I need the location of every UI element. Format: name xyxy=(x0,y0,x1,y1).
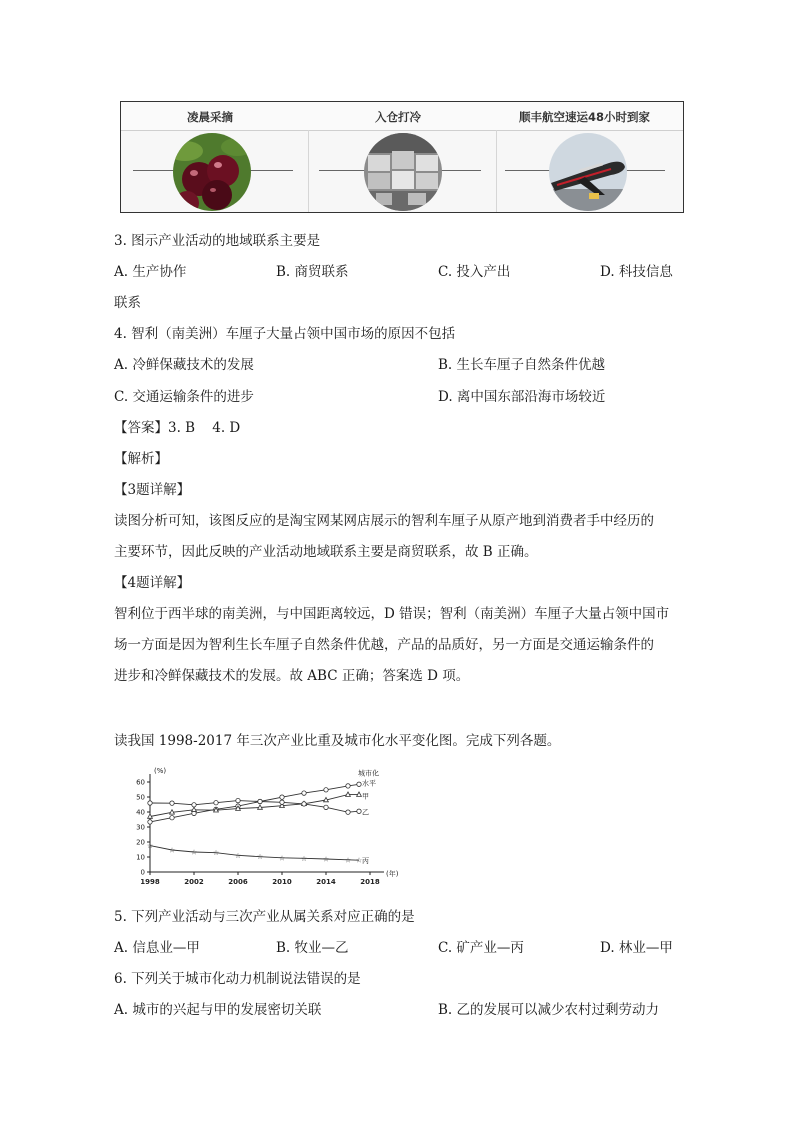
q4-option-a: A. 冷鲜保藏技术的发展 xyxy=(114,357,254,373)
q4-detail-line: 场一方面是因为智利生长车厘子自然条件优越，产品的品质好，另一方面是交通运输条件的 xyxy=(114,637,654,653)
answer-line: 【答案】3. B 4. D xyxy=(114,420,241,436)
y-unit-label: (%) xyxy=(154,767,167,775)
cherries-photo xyxy=(173,133,251,211)
data-point xyxy=(302,791,306,795)
q4-detail-heading: 【4题详解】 xyxy=(114,575,191,591)
y-tick-label: 20 xyxy=(136,838,145,847)
data-point: ☆ xyxy=(256,853,264,862)
data-point xyxy=(236,798,240,802)
airplane-photo xyxy=(549,133,627,211)
y-tick-label: 0 xyxy=(140,868,145,877)
x-tick-label: 1998 xyxy=(140,878,160,886)
data-point xyxy=(357,809,361,813)
data-point xyxy=(346,810,350,814)
data-point xyxy=(280,800,284,804)
data-point: ☆ xyxy=(146,842,154,851)
data-point: ☆ xyxy=(212,849,220,858)
data-point xyxy=(192,807,197,811)
y-tick-label: 30 xyxy=(136,823,145,832)
data-point xyxy=(170,816,174,820)
panel-divider xyxy=(308,130,309,212)
q4-detail-line: 智利位于西半球的南美洲，与中国距离较远，D 错误；智利（南美洲）车厘子大量占领中国市 xyxy=(114,606,670,622)
q3-stem: 3. 图示产业活动的地域联系主要是 xyxy=(114,233,321,249)
data-point xyxy=(214,801,218,805)
data-point xyxy=(302,802,306,806)
q4-option-c: C. 交通运输条件的进步 xyxy=(114,389,254,405)
q4-option-b: B. 生长车厘子自然条件优越 xyxy=(438,357,606,373)
data-point xyxy=(324,805,328,809)
data-point: ☆ xyxy=(300,854,308,863)
series-label: 丙 xyxy=(362,857,369,866)
q4-stem: 4. 智利（南美洲）车厘子大量占领中国市场的原因不包括 xyxy=(114,326,456,342)
x-tick-label: 2010 xyxy=(272,878,292,886)
data-point: ☆ xyxy=(234,851,242,860)
data-point xyxy=(324,788,328,792)
y-tick-label: 40 xyxy=(136,808,145,817)
data-point: ☆ xyxy=(322,855,330,864)
panel-divider xyxy=(496,130,497,212)
q3-detail-line: 主要环节，因此反映的产业活动地域联系主要是商贸联系，故 B 正确。 xyxy=(114,544,538,560)
series-label: 城市化 xyxy=(358,769,379,778)
q3-detail-line: 读图分析可知，该图反应的是淘宝网某网店展示的智利车厘子从原产地到消费者手中经历的 xyxy=(114,513,654,529)
q3-option-d-wrap: 联系 xyxy=(114,295,141,311)
q3-detail-heading: 【3题详解】 xyxy=(114,482,191,498)
q5-option-b: B. 牧业—乙 xyxy=(276,940,349,956)
series-label: 甲 xyxy=(362,792,369,801)
data-point xyxy=(148,820,152,824)
data-point xyxy=(280,795,284,799)
data-point xyxy=(170,801,174,805)
q3-option-d: D. 科技信息 xyxy=(600,264,673,280)
data-point xyxy=(346,784,350,788)
y-tick-label: 10 xyxy=(136,853,145,862)
data-point: ☆ xyxy=(168,846,176,855)
analysis-label: 【解析】 xyxy=(114,451,168,467)
x-tick-label: 2002 xyxy=(184,878,204,886)
q6-option-a: A. 城市的兴起与甲的发展密切关联 xyxy=(114,1002,322,1018)
q4-detail-line: 进步和冷鲜保藏技术的发展。故 ABC 正确；答案选 D 项。 xyxy=(114,668,470,684)
data-point xyxy=(258,799,262,803)
data-point xyxy=(357,782,361,786)
y-tick-label: 60 xyxy=(136,778,145,787)
x-tick-label: 2006 xyxy=(228,878,248,886)
data-point: ☆ xyxy=(355,856,363,865)
q3-option-b: B. 商贸联系 xyxy=(276,264,349,280)
panel-label-air-shipping: 顺丰航空速运48小时到家 xyxy=(519,110,651,124)
series-label: 水平 xyxy=(362,779,376,788)
q3-option-c: C. 投入产出 xyxy=(438,264,511,280)
q6-stem: 6. 下列关于城市化动力机制说法错误的是 xyxy=(114,971,361,987)
q5-option-d: D. 林业—甲 xyxy=(600,940,673,956)
q4-option-d: D. 离中国东部沿海市场较近 xyxy=(438,389,606,405)
data-point: ☆ xyxy=(190,848,198,857)
data-point: ☆ xyxy=(344,856,352,865)
x-unit-label: (年) xyxy=(386,870,399,878)
panel-label-picking: 凌晨采摘 xyxy=(187,110,233,124)
y-tick-label: 50 xyxy=(136,793,145,802)
q3-option-a: A. 生产协作 xyxy=(114,264,187,280)
q5-stem: 5. 下列产业活动与三次产业从属关系对应正确的是 xyxy=(114,909,415,925)
data-point: ☆ xyxy=(278,854,286,863)
data-point xyxy=(192,803,196,807)
data-point xyxy=(148,801,152,805)
x-tick-label: 2018 xyxy=(360,878,380,886)
q5-option-a: A. 信息业—甲 xyxy=(114,940,200,956)
photo-strip xyxy=(120,101,684,213)
q6-option-b: B. 乙的发展可以减少农村过剩劳动力 xyxy=(438,1002,660,1018)
q5-option-c: C. 矿产业—丙 xyxy=(438,940,524,956)
warehouse-boxes-photo xyxy=(364,133,442,211)
industry-urbanization-chart xyxy=(118,762,400,890)
x-tick-label: 2014 xyxy=(316,878,336,886)
panel-label-cold-storage: 入仓打冷 xyxy=(375,110,421,124)
series-label: 乙 xyxy=(362,808,369,817)
chart-intro: 读我国 1998-2017 年三次产业比重及城市化水平变化图。完成下列各题。 xyxy=(114,733,561,749)
